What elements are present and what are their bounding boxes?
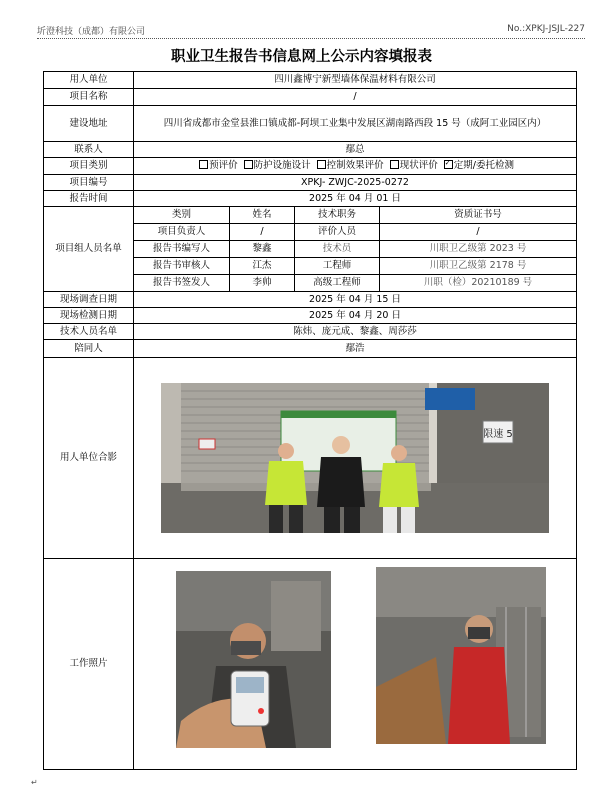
project-no-label: 项目编号 <box>44 175 134 191</box>
group-photo-cell <box>134 358 577 559</box>
tech-staff-value: 陈炜、庞元成、黎鑫、周莎莎 <box>134 324 577 340</box>
team-cert: / <box>380 224 577 241</box>
project-name-value: / <box>134 89 577 106</box>
detection-date-label: 现场检测日期 <box>44 308 134 324</box>
tech-staff-label: 技术人员名单 <box>44 324 134 340</box>
checkbox-icon <box>199 160 208 169</box>
page-title: 职业卫生报告书信息网上公示内容填报表 <box>171 49 432 65</box>
team-cert: 川职（检）20210189 号 <box>380 275 577 292</box>
team-title: 高级工程师 <box>295 275 380 292</box>
team-cert: 川职卫乙级第 2178 号 <box>380 258 577 275</box>
team-label: 项目组人员名单 <box>44 207 134 292</box>
project-no-value: XPKJ- ZWJC-2025-0272 <box>134 175 577 191</box>
work-photo-2 <box>376 567 546 744</box>
team-role: 报告书审核人 <box>134 258 230 275</box>
team-title: 技术员 <box>295 241 380 258</box>
project-type-option[interactable]: 防护设施设计 <box>241 160 311 171</box>
report-date-label: 报告时间 <box>44 191 134 207</box>
project-name-label: 项目名称 <box>44 89 134 106</box>
address-value: 四川省成都市金堂县淮口镇成都-阿坝工业集中发展区湖南路西段 15 号（成阿工业园区内） <box>134 106 577 142</box>
speed-limit-sign: 限速 5 <box>483 429 513 440</box>
team-name: 黎鑫 <box>230 241 295 258</box>
header-doc-no: No.:XPKJ-JSJL-227 <box>507 24 585 34</box>
address-label: 建设地址 <box>44 106 134 142</box>
contact-label: 联系人 <box>44 142 134 158</box>
checkbox-icon <box>390 160 399 169</box>
header-company: 圻澄科技（成都）有限公司 <box>37 27 146 37</box>
escort-label: 陪同人 <box>44 340 134 358</box>
team-role: 报告书编写人 <box>134 241 230 258</box>
work-photo-1 <box>176 571 331 748</box>
project-type-label: 项目类别 <box>44 158 134 175</box>
project-type-option[interactable]: 预评价 <box>196 160 238 171</box>
project-type-option[interactable]: 现状评价 <box>387 160 438 171</box>
group-photo <box>161 383 549 533</box>
project-type-option[interactable]: 控制效果评价 <box>314 160 384 171</box>
survey-date-label: 现场调查日期 <box>44 292 134 308</box>
team-cert: 川职卫乙级第 2023 号 <box>380 241 577 258</box>
group-photo-label: 用人单位合影 <box>44 358 134 559</box>
survey-date-value: 2025 年 04 月 15 日 <box>134 292 577 308</box>
team-name: / <box>230 224 295 241</box>
team-title: 工程师 <box>295 258 380 275</box>
project-type-options <box>134 158 577 175</box>
detection-date-value: 2025 年 04 月 20 日 <box>134 308 577 324</box>
corner-mark: ↵ <box>31 778 38 787</box>
employer-value: 四川鑫博宁新型墙体保温材料有限公司 <box>134 72 577 89</box>
team-header-cert: 资质证书号 <box>380 207 577 224</box>
contact-value: 鄢总 <box>134 142 577 158</box>
employer-label: 用人单位 <box>44 72 134 89</box>
work-photos-label: 工作照片 <box>44 559 134 770</box>
page-header <box>37 22 585 39</box>
team-title: 评价人员 <box>295 224 380 241</box>
info-table <box>43 71 577 770</box>
team-header-role: 类别 <box>134 207 230 224</box>
checkbox-checked-icon <box>444 160 453 169</box>
team-name: 江杰 <box>230 258 295 275</box>
team-role: 项目负责人 <box>134 224 230 241</box>
work-photos-cell <box>134 559 577 770</box>
team-header-name: 姓名 <box>230 207 295 224</box>
team-header-title: 技术职务 <box>295 207 380 224</box>
report-date-value: 2025 年 04 月 01 日 <box>134 191 577 207</box>
team-role: 报告书签发人 <box>134 275 230 292</box>
checkbox-icon <box>244 160 253 169</box>
checkbox-icon <box>317 160 326 169</box>
escort-value: 鄢浩 <box>134 340 577 358</box>
project-type-option[interactable]: ✓ 定期/委托检测 <box>441 160 514 171</box>
team-name: 李帅 <box>230 275 295 292</box>
